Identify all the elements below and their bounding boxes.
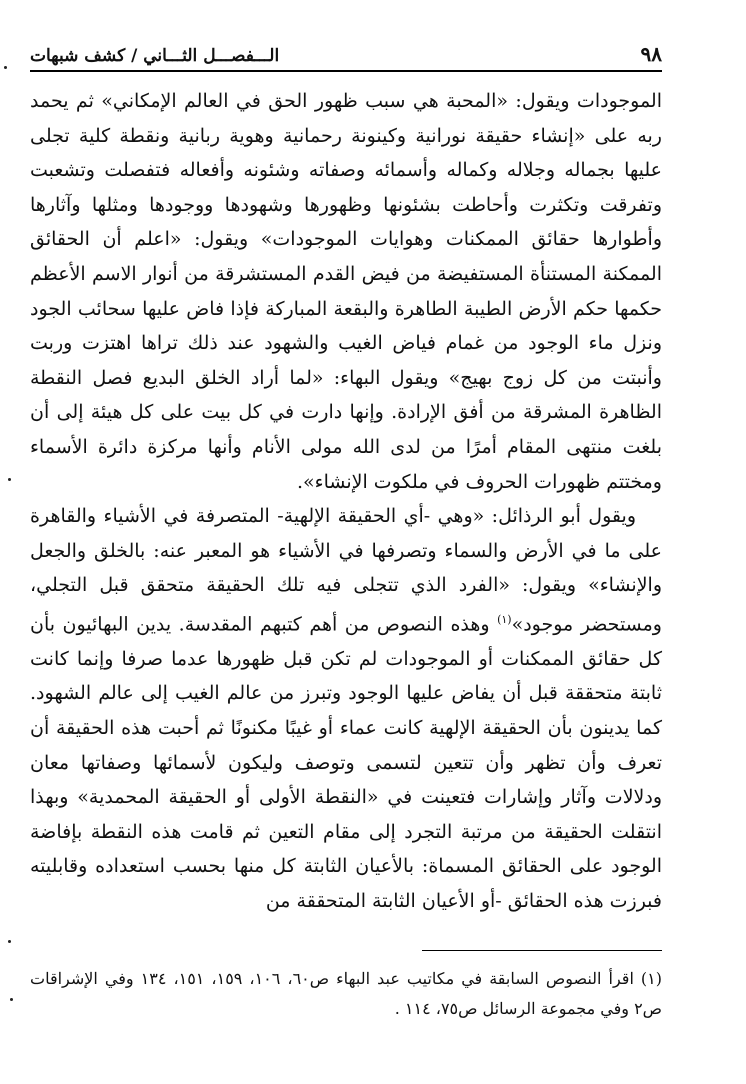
paragraph-1: الموجودات ويقول: «المحبة هي سبب ظهور الحق في العالم الإمكاني» ثم يحمد ربه على «إنشاء حقيقة نورانية وكينونة رحمانية وهوية ربانية ونقطة كلية تجلى عليها بجماله وجلاله وكماله وأسمائه وصفاته وشئونه وأفعاله فتفصلت وتشعبت وتفرقت وتكثرت وأحاطت بشئونها وظهورها وشهودها ووجودها ومثلها وآثارها وأطوارها حقائق الممكنات وهوايات الموجودات» ويقول: «اعلم أن الحقائق الممكنة المستنأة المستفيضة من فيض القدم المستشرقة من أنوار الاسم الأعظم حكمها حكم الأرض الطيبة الطاهرة والبقعة المباركة فإذا فاض عليها سحائب الجود ونزل ماء الوجود من غمام فياض الغيب والشهود عند ذلك تراها اهتزت وربت وأنبتت من كل زوج بهيج» ويقول البهاء: «لما أراد الخلق البديع فصل النقطة الظاهرة المشرقة من أفق الإرادة. وإنها دارت في كل بيت على كل هيئة إلى أن بلغت منتهى المقام أمرًا من لدى الله مولى الأنام وأنها مركزة دائرة الأسماء ومختتم ظهورات الحروف في ملكوت الإنشاء». <box>30 90 662 493</box>
footnote: (١) اقرأ النصوص السابقة في مكاتيب عبد البهاء ص٦٠، ١٠٦، ١٥٩، ١٥١، ١٣٤ وفي الإشراقات ص٢ وفي مجموعة الرسائل ص٧٥، ١١٤ . <box>30 969 663 1018</box>
paragraph-2 <box>30 499 662 918</box>
margin-dot <box>10 998 13 1001</box>
margin-dot <box>4 66 7 69</box>
main-text <box>30 84 662 919</box>
chapter-title: الـــفصـــل الثـــاني / كشف شبهات <box>30 46 280 66</box>
paragraph-2-part-a: ويقول أبو الرذائل: «وهي -أي الحقيقة الإلهية- المتصرفة في الأشياء والقاهرة على ما في الأرض والسماء وتصرفها في الأشياء هو المعبر عنه: بالخلق والجعل والإنشاء» ويقول: «الفرد الذي تتجلى فيه تلك الحقيقة متحقق قبل التجلي، ومستحضر موجود» <box>30 505 662 636</box>
footnote-rule <box>422 950 662 951</box>
paragraph-2-part-b: وهذه النصوص من أهم كتبهم المقدسة. يدين البهائيون بأن كل حقائق الممكنات أو الموجودات لم تكن قبل ظهورها عدما صرفا وإنما كانت ثابتة متحققة قبل أن يفاض عليها الوجود وتبرز من عالم الغيب إلى عالم الشهود. كما يدينون بأن الحقيقة الإلهية كانت عماء أو غيبًا مكنونًا ثم أحبت هذه الحقيقة أن تعرف وأن تظهر وأن تتعين لتسمى وتوصف وليكون لأسمائها وصفاتها معان ودلالات وآثار وإشارات فتعينت في «النقطة الأولى أو الحقيقة المحمدية» وبهذا انتقلت الحقيقة من مرتبة التجرد إلى مقام التعين ثم قامت هذه النقطة بإفاضة الوجود على الحقائق المسماة: بالأعيان الثابتة كل منها بحسب استعداده وقابليته فبرزت هذه الحقائق -أو الأعيان الثابتة المتحققة من <box>30 613 662 912</box>
page-number: ٩٨ <box>640 42 662 66</box>
book-page <box>30 20 662 1064</box>
footnote-marker: (١) <box>497 612 512 626</box>
running-header <box>30 36 662 66</box>
margin-dot <box>8 478 11 481</box>
header-rule <box>30 70 662 72</box>
margin-dot <box>8 940 11 943</box>
